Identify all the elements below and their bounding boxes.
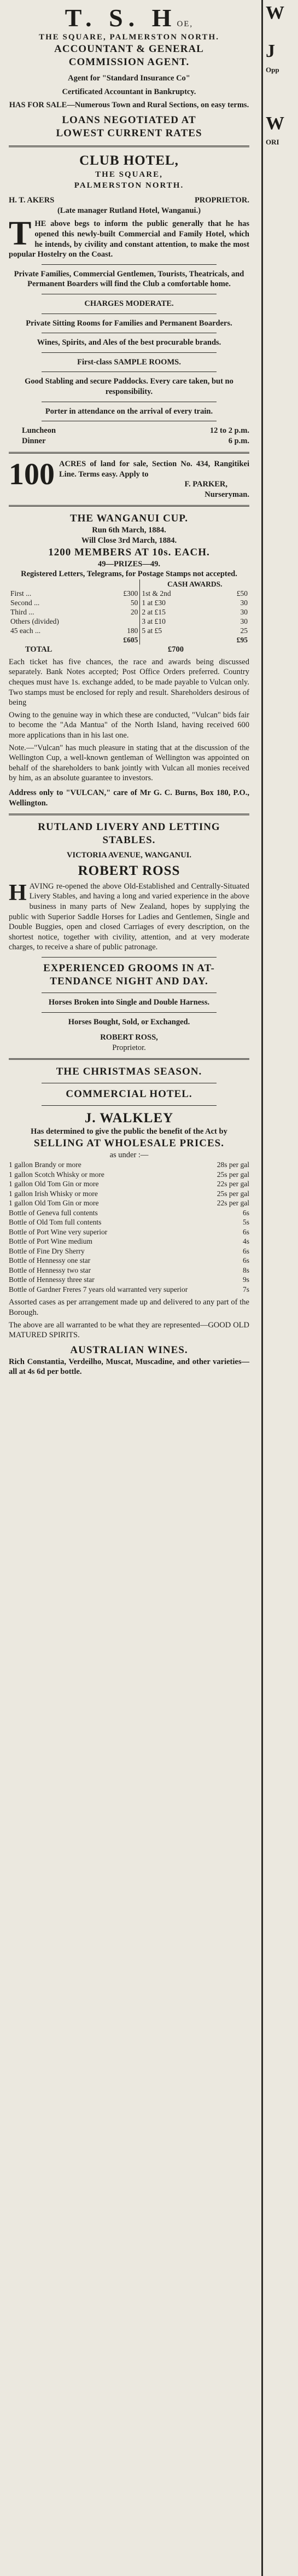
price-item-name: 1 gallon Irish Whisky or more bbox=[9, 1189, 98, 1198]
prize-cell: £50 bbox=[236, 589, 248, 597]
ad6-season: THE CHRISTMAS SEASON. bbox=[56, 1066, 202, 1078]
ad2-body-3: Private Sitting Rooms for Families and Permanent Boarders. bbox=[26, 318, 232, 328]
ad4-title: THE WANGANUI CUP. bbox=[69, 513, 188, 525]
ad4-body-1: Each ticket has five chances, the race and awards being discussed separately. Bank Notes accepted; Post Office Orders preferred. Country cheques must have 1s. exchange added, to be made payable to Vulcan only. Two stamps must be enclosed for reply and result. Shareholders desirous of being bbox=[9, 657, 249, 707]
ad1-role-2: COMMISSION AGENT. bbox=[68, 56, 190, 68]
ad1-loans-2: LOWEST CURRENT RATES bbox=[56, 127, 202, 139]
land-for-sale-ad bbox=[9, 459, 249, 500]
price-item-name: Bottle of Hennessy three star bbox=[9, 1275, 95, 1284]
ad4-prize-rows bbox=[9, 589, 249, 635]
ad5-sig-name: ROBERT ROSS, bbox=[100, 1033, 158, 1042]
prize-cell: First ... bbox=[10, 589, 32, 597]
ad4-left-header bbox=[9, 579, 140, 589]
price-item-price: 7s bbox=[242, 1285, 249, 1293]
price-item bbox=[9, 1208, 249, 1218]
ad5-horses-1: Horses Broken into Single and Double Harness. bbox=[48, 997, 210, 1007]
ad2-meal-2 bbox=[9, 436, 249, 446]
ad5-body-1: AVING re-opened the above Old-Established and Centrally-Situated Livery Stables, and having a long and varied experience in the above business in many parts of New Zealand, hopes by supplying the public with Superior Saddle Horses for Ladies and Gentlemen, Single and Double Buggies, open and closed Carriages of every description, on the shortest notice, together with civility, attention, and at very moderate charges, to receive a share of public patronage. bbox=[9, 881, 249, 952]
price-item bbox=[9, 1160, 249, 1170]
prize-row bbox=[9, 598, 249, 607]
ad3-name: F. PARKER, bbox=[184, 480, 227, 489]
ad5-experienced-1: EXPERIENCED GROOMS IN AT- bbox=[43, 962, 215, 974]
ad2-body-2: Private Families, Commercial Gentlemen, Tourists, Theatricals, and Permanent Boarders will find the Club a comfortable home. bbox=[14, 269, 244, 289]
ad1-title-tail: OE, bbox=[177, 20, 194, 28]
price-item bbox=[9, 1285, 249, 1295]
club-hotel-ad bbox=[9, 153, 249, 446]
prize-cell bbox=[106, 617, 140, 626]
price-item-price: 8s bbox=[242, 1266, 249, 1274]
price-item-name: 1 gallon Brandy or more bbox=[9, 1161, 81, 1169]
ad4-run: Run 6th March, 1884. bbox=[92, 526, 166, 535]
ad2-proprietor-label: PROPRIETOR. bbox=[194, 195, 249, 205]
prize-cell: 30 bbox=[240, 617, 248, 625]
ad4-body-3: Note.—"Vulcan" has much pleasure in stating that at the discussion of the Wellington Cup, a well-known gentleman of Wellington was appointed on behalf of the shareholders to bank jointly with Vulcan all monies received by him, as an absolute guarantee to investors. bbox=[9, 743, 249, 783]
separator bbox=[9, 1058, 249, 1060]
ad3-number: 100 bbox=[9, 457, 55, 492]
right-fragment-1: W bbox=[266, 3, 284, 23]
ad5-sig-role: Proprietor. bbox=[112, 1043, 146, 1052]
ad4-right-total: £95 bbox=[236, 635, 248, 644]
ad1-loans-1: LOANS NEGOTIATED AT bbox=[62, 114, 196, 126]
price-item bbox=[9, 1266, 249, 1275]
ad1-line-1: Agent for "Standard Insurance Co" bbox=[68, 74, 190, 83]
price-item-name: 1 gallon Old Tom Gin or more bbox=[9, 1180, 99, 1188]
ad5-experienced-2: TENDANCE NIGHT AND DAY. bbox=[50, 975, 208, 987]
prize-cell: 30 bbox=[240, 607, 248, 616]
ad6-as-under: as under :— bbox=[109, 1150, 149, 1159]
price-item bbox=[9, 1179, 249, 1189]
ad5-title-2: STABLES. bbox=[102, 834, 156, 846]
ad1-title-row bbox=[9, 4, 249, 32]
divider bbox=[42, 957, 217, 958]
prize-cell: 20 bbox=[130, 607, 138, 616]
ad5-horses-2: Horses Bought, Sold, or Exchanged. bbox=[68, 1017, 190, 1026]
ad2-body-5: First-class SAMPLE ROOMS. bbox=[77, 357, 181, 367]
ad2-late: (Late manager Rutland Hotel, Wanganui.) bbox=[57, 206, 201, 215]
price-item bbox=[9, 1170, 249, 1180]
ad4-address: Address only to "VULCAN," care of Mr G. C. Burns, Box 180, P.O., Wellington. bbox=[9, 788, 249, 808]
divider bbox=[42, 1105, 217, 1106]
ad4-close: Will Close 3rd March, 1884. bbox=[81, 536, 177, 546]
ad6-hotel: COMMERCIAL HOTEL. bbox=[66, 1088, 192, 1100]
right-fragment-5: ORI bbox=[266, 138, 279, 146]
ad6-price-list bbox=[9, 1160, 249, 1294]
prize-cell: 5 at £5 bbox=[140, 626, 216, 635]
ad2-body-4: Wines, Spirits, and Ales of the best procurable brands. bbox=[37, 338, 221, 347]
price-item-price: 6s bbox=[242, 1227, 249, 1236]
price-item-price: 25s per gal bbox=[217, 1170, 249, 1179]
prize-cell: Third ... bbox=[10, 607, 34, 616]
prize-cell: 45 each ... bbox=[10, 626, 41, 635]
ad2-meal-2-name: Dinner bbox=[22, 437, 46, 446]
prize-cell: 30 bbox=[240, 598, 248, 607]
separator bbox=[9, 452, 249, 454]
price-item-name: Bottle of Old Tom full contents bbox=[9, 1218, 102, 1227]
separator bbox=[9, 146, 249, 147]
price-item-name: Bottle of Gardner Freres 7 years old warranted very superior bbox=[9, 1285, 188, 1293]
divider bbox=[42, 1012, 217, 1013]
price-item-price: 6s bbox=[242, 1246, 249, 1255]
prize-row bbox=[9, 589, 249, 598]
ad2-meal-2-time: 6 p.m. bbox=[228, 437, 249, 446]
ad4-registered: Registered Letters, Telegrams, for Postage Stamps not accepted. bbox=[21, 570, 237, 579]
ad2-proprietor-row bbox=[9, 195, 249, 206]
ad6-australian: AUSTRALIAN WINES. bbox=[70, 1344, 188, 1356]
commercial-hotel-ad bbox=[9, 1065, 249, 1377]
divider bbox=[42, 264, 217, 265]
ad4-total-row bbox=[9, 645, 249, 655]
ad2-intro bbox=[9, 215, 249, 259]
ad1-line-3: HAS FOR SALE—Numerous Town and Rural Sections, on easy terms. bbox=[9, 101, 249, 110]
prize-row bbox=[9, 607, 249, 617]
ad1-role-1: ACCOUNTANT & GENERAL bbox=[54, 43, 204, 55]
divider bbox=[42, 352, 217, 353]
ad5-title-1: RUTLAND LIVERY AND LETTING bbox=[38, 821, 220, 833]
price-item bbox=[9, 1275, 249, 1285]
prize-cell: 1 at £30 bbox=[140, 598, 216, 607]
ad5-address: VICTORIA AVENUE, WANGANUI. bbox=[66, 851, 192, 860]
ad2-title: CLUB HOTEL, bbox=[79, 153, 179, 168]
ad2-proprietor-name: H. T. AKERS bbox=[9, 195, 55, 205]
price-item-price: 5s bbox=[242, 1218, 249, 1227]
price-item bbox=[9, 1189, 249, 1199]
ad4-right-header: CASH AWARDS. bbox=[140, 579, 249, 589]
price-item-price: 4s bbox=[242, 1237, 249, 1246]
separator bbox=[9, 814, 249, 815]
separator bbox=[9, 505, 249, 507]
ad3-text: ACRES of land for sale, Section No. 434, Rangitikei Line. Terms easy. Apply to bbox=[59, 460, 249, 479]
prize-row bbox=[9, 617, 249, 626]
ad5-intro bbox=[9, 881, 249, 953]
ad5-dropcap: H bbox=[9, 880, 27, 906]
ad2-dropcap: T bbox=[9, 215, 32, 253]
ad5-name: ROBERT ROSS bbox=[78, 863, 180, 878]
ad1-line-2: Certificated Accountant in Bankruptcy. bbox=[62, 87, 196, 96]
ad6-selling: SELLING AT WHOLESALE PRICES. bbox=[34, 1137, 224, 1149]
price-item-name: Bottle of Geneva full contents bbox=[9, 1208, 98, 1217]
price-item-price: 25s per gal bbox=[217, 1189, 249, 1198]
ad4-members: 1200 MEMBERS AT 10s. EACH. bbox=[48, 546, 210, 558]
ad2-charges: CHARGES MODERATE. bbox=[84, 299, 174, 308]
ad1-title: T. S. H bbox=[65, 4, 177, 32]
shoe-accountant-ad bbox=[9, 4, 249, 140]
right-fragment-3: Opp bbox=[266, 66, 279, 74]
ad2-address-1: THE SQUARE, bbox=[95, 170, 163, 179]
prize-cell: 25 bbox=[240, 626, 248, 635]
right-fragment-2: J bbox=[266, 41, 275, 61]
ad2-meal-1-time: 12 to 2 p.m. bbox=[209, 426, 249, 436]
ad6-intro: Has determined to give the public the benefit of the Act by bbox=[31, 1127, 227, 1136]
price-item-price: 9s bbox=[242, 1275, 249, 1284]
price-item bbox=[9, 1237, 249, 1246]
price-item-name: Bottle of Port Wine very superior bbox=[9, 1227, 108, 1236]
price-item bbox=[9, 1217, 249, 1227]
ad2-body-7: Porter in attendance on the arrival of every train. bbox=[45, 407, 213, 416]
ad2-meal-1 bbox=[9, 426, 249, 436]
prize-cell: 3 at £10 bbox=[140, 617, 216, 626]
ad6-warranted: The above are all warranted to be what they are represented—GOOD OLD MATURED SPIRITS. bbox=[9, 1320, 249, 1340]
price-item-name: Bottle of Port Wine medium bbox=[9, 1237, 92, 1246]
price-item-price: 22s per gal bbox=[217, 1180, 249, 1188]
price-item-price: 6s bbox=[242, 1256, 249, 1265]
ad2-meal-1-name: Luncheon bbox=[22, 426, 56, 436]
prize-cell: £300 bbox=[123, 589, 138, 597]
prize-cell: 1st & 2nd bbox=[140, 589, 216, 598]
ad3-role: Nurseryman. bbox=[204, 490, 249, 499]
wanganui-cup-ad bbox=[9, 512, 249, 808]
ad6-assorted: Assorted cases as per arrangement made up and delivered to any part of the Borough. bbox=[9, 1298, 249, 1318]
price-item-price: 22s per gal bbox=[217, 1199, 249, 1208]
adjacent-column-fragment bbox=[261, 0, 298, 2576]
ad6-name: J. WALKLEY bbox=[84, 1111, 174, 1126]
prize-cell: 2 at £15 bbox=[140, 607, 216, 617]
ad1-address: THE SQUARE, PALMERSTON NORTH. bbox=[39, 33, 219, 42]
ad6-wines: Rich Constantia, Verdeilho, Muscat, Muscadine, and other varieties—all at 4s 6d per bottle. bbox=[9, 1357, 249, 1377]
price-item-price: 6s bbox=[242, 1208, 249, 1217]
ad4-prize-table bbox=[9, 579, 249, 645]
price-item-name: 1 gallon Scotch Whisky or more bbox=[9, 1170, 104, 1179]
right-fragment-4: W bbox=[266, 113, 284, 134]
prize-cell: Second ... bbox=[10, 598, 40, 607]
price-item bbox=[9, 1198, 249, 1208]
ad4-total-label: TOTAL bbox=[25, 645, 52, 654]
ad4-body-2: Owing to the genuine way in which these are conducted, "Vulcan" bids fair to become the "Ada Mantua" of the North Island, having received 600 more applications than in his last one. bbox=[9, 710, 249, 740]
ad2-body-6: Good Stabling and secure Paddocks. Every care taken, but no responsibility. bbox=[25, 377, 233, 396]
price-item bbox=[9, 1227, 249, 1237]
price-item-name: Bottle of Fine Dry Sherry bbox=[9, 1246, 85, 1255]
price-item-name: Bottle of Hennessy two star bbox=[9, 1266, 91, 1274]
ad2-address-2: PALMERSTON NORTH. bbox=[74, 181, 184, 190]
ad4-prizes: 49—PRIZES—49. bbox=[97, 559, 160, 568]
price-item-price: 28s per gal bbox=[217, 1161, 249, 1169]
price-item-name: Bottle of Hennessy one star bbox=[9, 1256, 91, 1265]
rutland-livery-ad bbox=[9, 821, 249, 1053]
price-item bbox=[9, 1256, 249, 1266]
prize-row bbox=[9, 626, 249, 635]
ad4-total-value: £700 bbox=[168, 645, 184, 654]
ad4-left-total: £605 bbox=[123, 635, 138, 644]
prize-cell: 180 bbox=[127, 626, 138, 635]
prize-cell: 50 bbox=[130, 598, 138, 607]
price-item bbox=[9, 1246, 249, 1256]
prize-cell: Others (divided) bbox=[10, 617, 59, 625]
price-item-name: 1 gallon Old Tom Gin or more bbox=[9, 1199, 99, 1208]
ad2-body-1: HE above begs to inform the public generally that he has opened this newly-built Commercial and Family Hotel, which he intends, by civility and constant attention, to make the most popular Hostelry on the Coast. bbox=[9, 219, 249, 259]
